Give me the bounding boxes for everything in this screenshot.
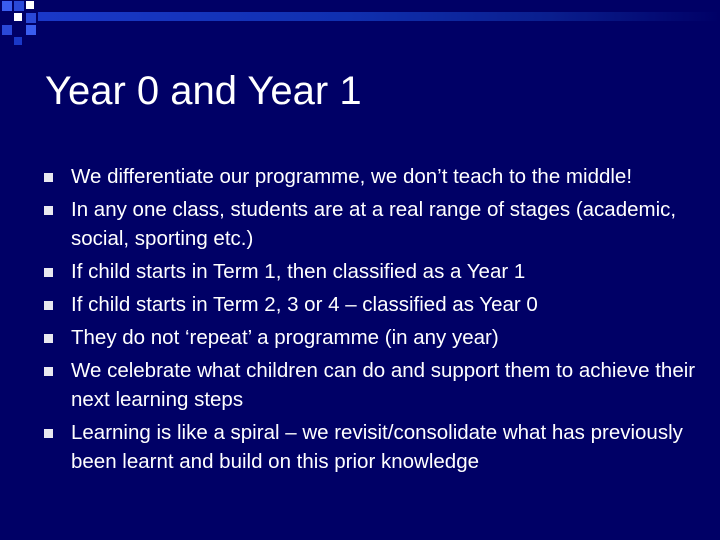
decor-square-icon xyxy=(26,1,34,9)
bullet-item xyxy=(0,323,720,352)
square-bullet-icon xyxy=(44,429,53,438)
decor-square-icon xyxy=(26,25,36,35)
bullet-text: They do not ‘repeat’ a programme (in any year) xyxy=(71,326,499,349)
bullet-text: Learning is like a spiral – we revisit/consolidate what has previously been learnt and build on this prior knowledge xyxy=(71,421,683,473)
bullet-item xyxy=(0,195,720,253)
bullet-item xyxy=(0,162,720,191)
slide-title: Year 0 and Year 1 xyxy=(45,69,362,113)
square-bullet-icon xyxy=(44,206,53,215)
square-bullet-icon xyxy=(44,367,53,376)
bullet-text: We celebrate what children can do and support them to achieve their next learning steps xyxy=(71,359,696,411)
decorative-header xyxy=(0,0,720,48)
bullet-text: If child starts in Term 1, then classified as a Year 1 xyxy=(71,260,526,283)
decor-square-icon xyxy=(14,13,22,21)
bullet-item xyxy=(0,356,720,414)
bullet-item xyxy=(0,290,720,319)
decor-square-icon xyxy=(14,37,22,45)
decor-square-icon xyxy=(26,13,36,23)
square-bullet-icon xyxy=(44,334,53,343)
bullet-text: If child starts in Term 2, 3 or 4 – classified as Year 0 xyxy=(71,293,538,316)
square-bullet-icon xyxy=(44,268,53,277)
bullet-text: In any one class, students are at a real range of stages (academic, social, sporting etc.) xyxy=(71,198,677,250)
decor-square-icon xyxy=(2,25,12,35)
decor-square-icon xyxy=(2,1,12,11)
square-bullet-icon xyxy=(44,173,53,182)
bullet-list xyxy=(0,162,720,480)
decor-square-icon xyxy=(14,1,24,11)
bullet-item xyxy=(0,257,720,286)
square-bullet-icon xyxy=(44,301,53,310)
bullet-text: We differentiate our programme, we don’t teach to the middle! xyxy=(71,165,633,188)
bullet-item xyxy=(0,418,720,476)
header-bar xyxy=(38,12,720,21)
